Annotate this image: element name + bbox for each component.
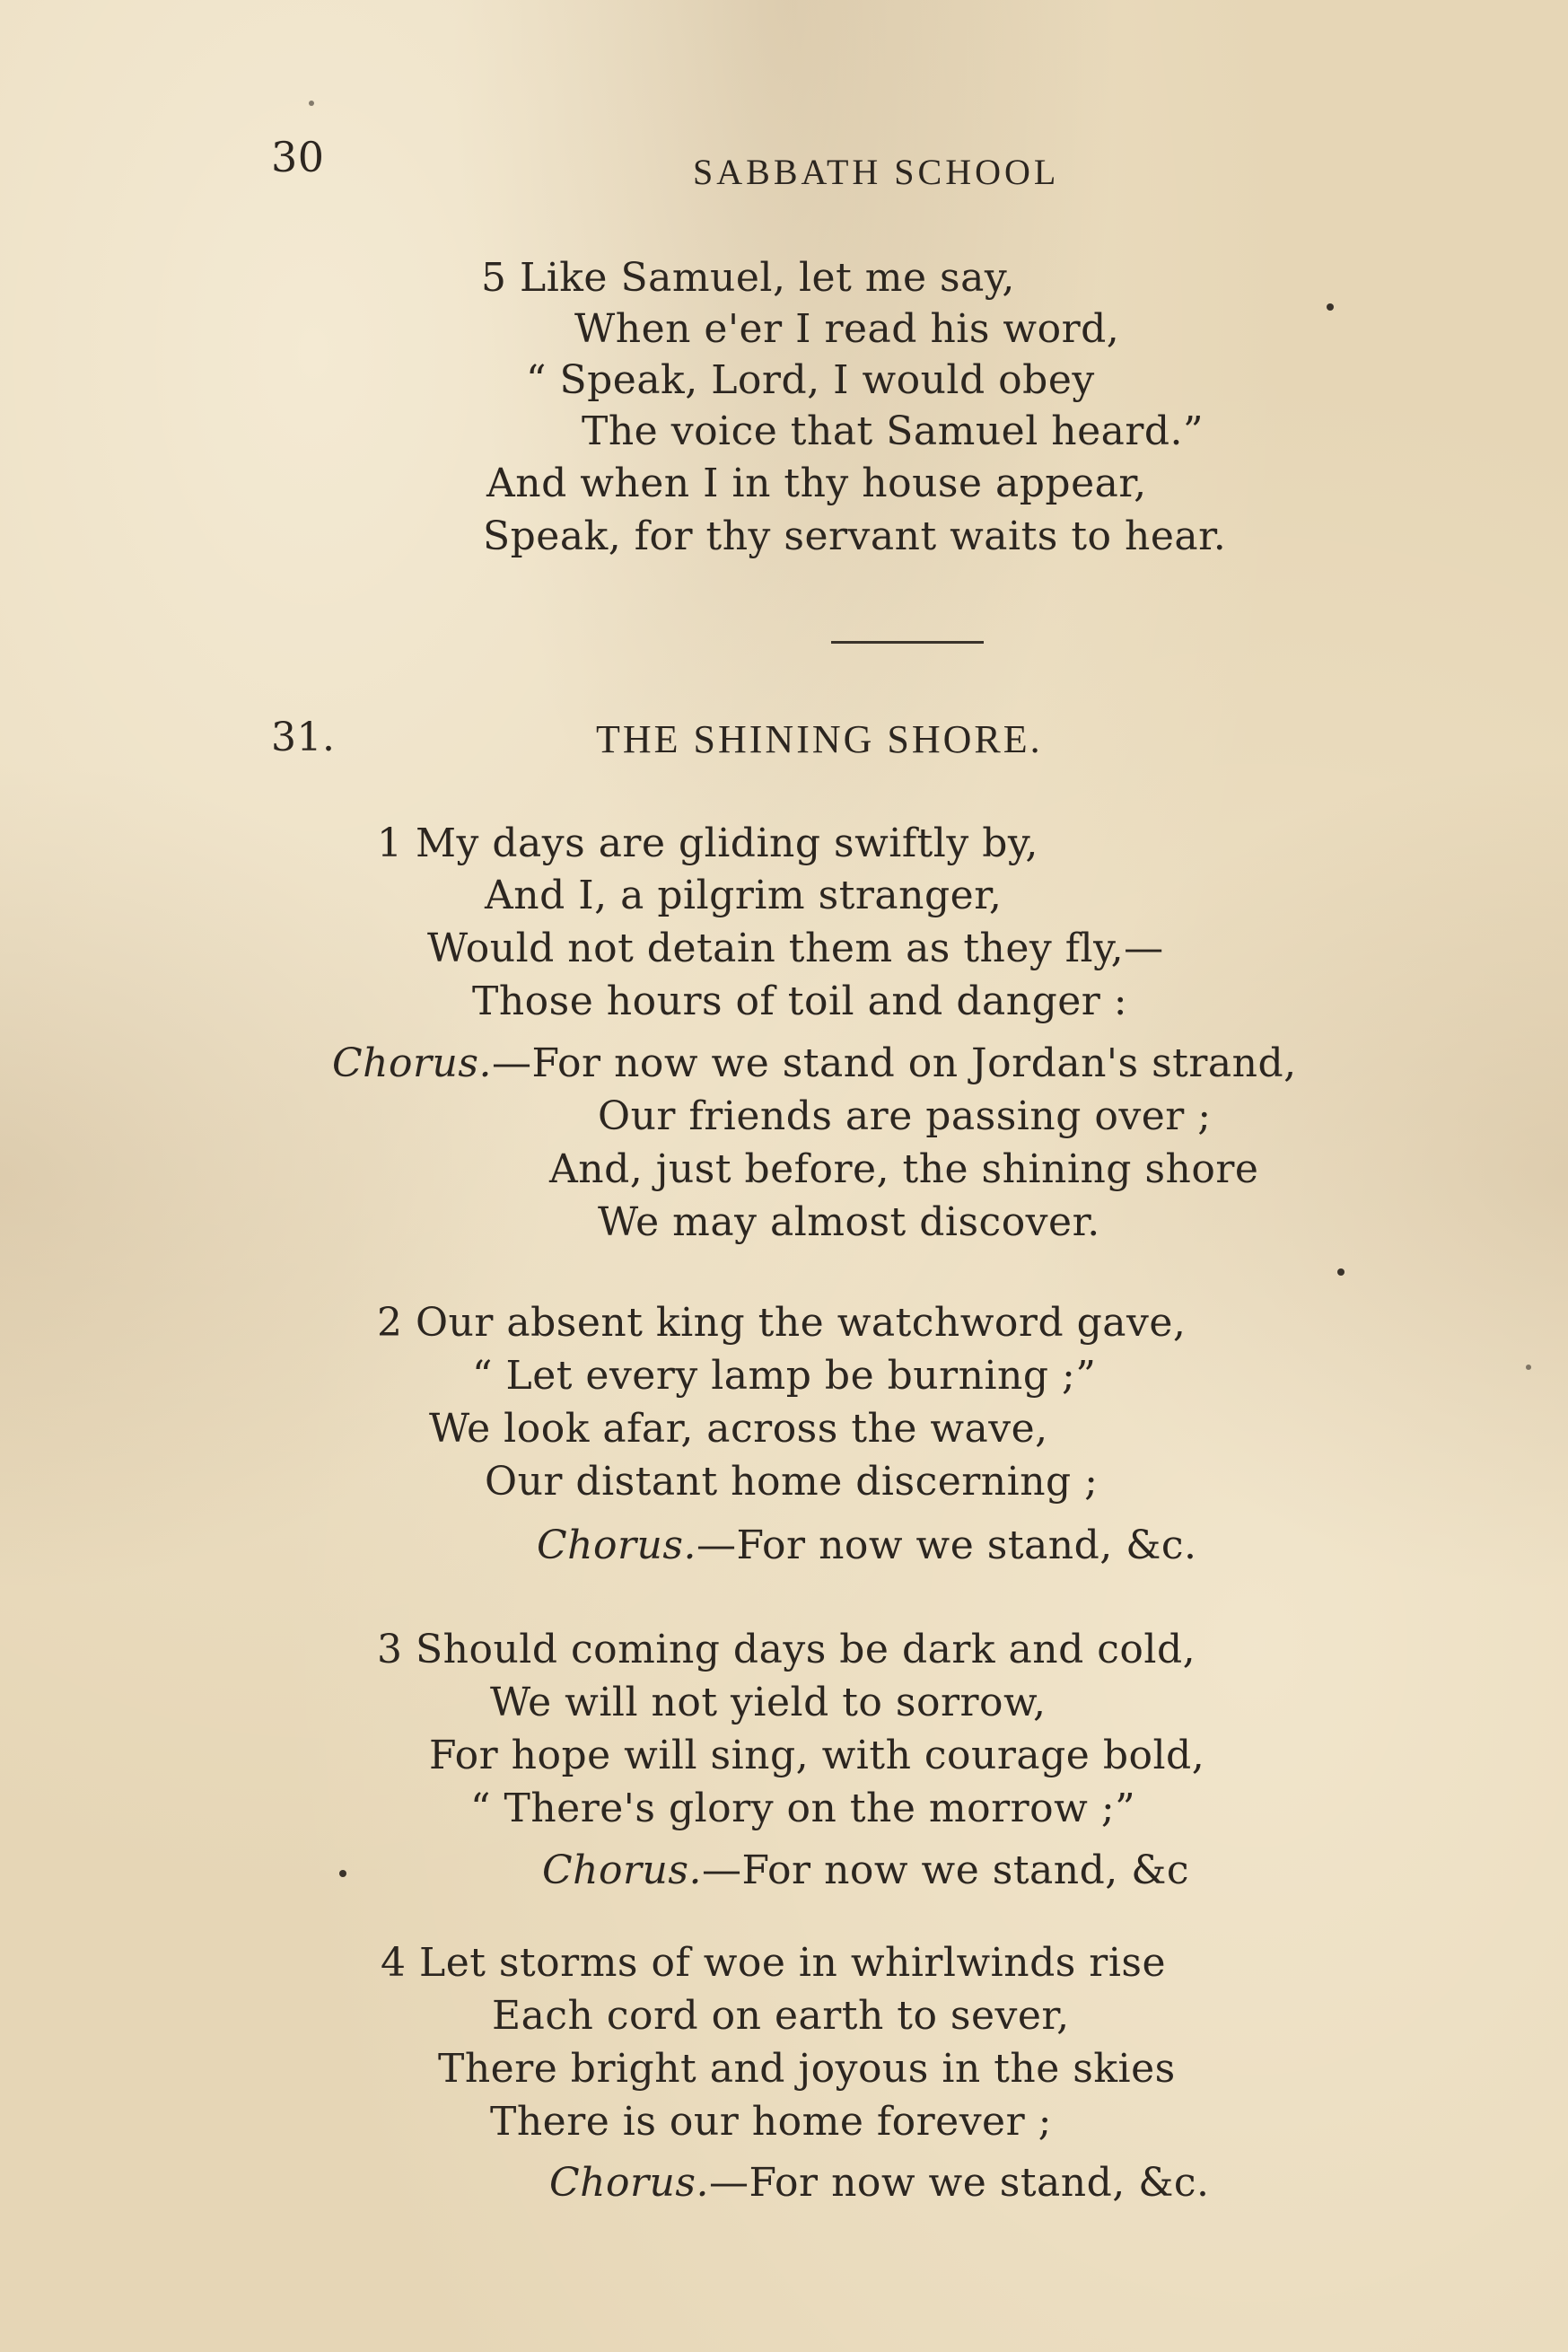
paper-speck [309,101,314,106]
verse-line: “ Speak, Lord, I would obey [526,357,1095,403]
chorus-text: —For now we stand on Jordan's strand, [491,1040,1297,1086]
chorus-ref-text: —For now we stand, &c. [696,1523,1197,1568]
verse-line: Our distant home discerning ; [485,1459,1099,1505]
chorus-first-line [332,1040,1297,1086]
chorus-label: Chorus. [542,1847,702,1893]
verse-line: There bright and joyous in the skies [438,2046,1176,2092]
verse-line: There is our home forever ; [490,2099,1052,2145]
chorus-ref-text: —For now we stand, &c [701,1847,1190,1893]
verse-line: 4 Let storms of woe in whirlwinds rise [381,1940,1167,1986]
verse-line: Would not detain them as they fly,— [427,926,1164,971]
chorus-label: Chorus. [549,2160,709,2206]
paper-speck [1526,1365,1531,1370]
verse-line: We may almost discover. [598,1199,1100,1245]
chorus-ref-text: —For now we stand, &c. [708,2160,1210,2206]
verse-line: We will not yield to sorrow, [490,1680,1047,1725]
paper-speck [1327,303,1334,311]
verse-line: Our friends are passing over ; [598,1093,1212,1139]
verse-line: The voice that Samuel heard.” [582,408,1204,454]
verse-line: 3 Should coming days be dark and cold, [377,1627,1196,1672]
chorus-reference [549,2160,1210,2206]
verse-line: 5 Like Samuel, let me say, [481,255,1015,301]
verse-line: “ There's glory on the morrow ;” [470,1786,1136,1831]
verse-line: Speak, for thy servant waits to hear. [483,513,1227,559]
verse-line: “ Let every lamp be burning ;” [472,1353,1097,1399]
verse-line: 1 My days are gliding swiftly by, [377,821,1038,866]
chorus-reference [537,1523,1197,1568]
verse-line: Each cord on earth to sever, [492,1993,1070,2039]
verse-line: We look afar, across the wave, [429,1406,1048,1452]
hymn-number: 31. [271,715,336,760]
chorus-label: Chorus. [332,1040,492,1086]
hymn-title: THE SHINING SHORE. [596,717,1043,761]
verse-line: And I, a pilgrim stranger, [485,873,1003,918]
section-divider [831,641,984,644]
chorus-label: Chorus. [537,1523,696,1568]
running-head: SABBATH SCHOOL [693,152,1060,192]
verse-line: And, just before, the shining shore [549,1146,1259,1192]
paper-speck [339,1870,346,1877]
verse-line: For hope will sing, with courage bold, [429,1733,1205,1778]
verse-line: And when I in thy house appear, [486,461,1147,506]
page-number: 30 [271,133,325,181]
verse-line: When e'er I read his word, [574,306,1120,352]
verse-line: 2 Our absent king the watchword gave, [377,1300,1187,1346]
verse-line: Those hours of toil and danger : [472,979,1128,1024]
paper-speck [1337,1268,1345,1276]
chorus-reference [542,1847,1190,1893]
